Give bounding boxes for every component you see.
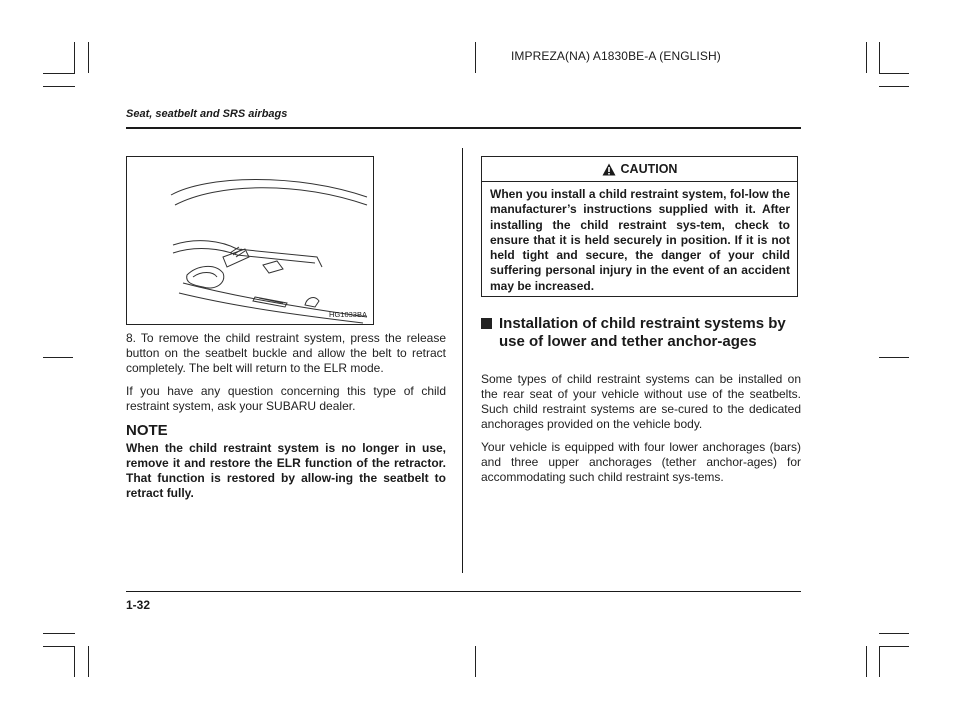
crop-mark [866,42,867,73]
crop-mark [879,73,909,74]
note-body: When the child restraint system is no longer in use, remove it and restore the ELR function of the retractor. That function is restored by allow-ing the seatbelt to retract fully. [126,441,446,500]
crop-mark [879,646,909,647]
page-number: 1-32 [126,598,151,612]
crop-mark [475,646,476,677]
crop-mark [879,86,909,87]
right-column [481,372,801,493]
crop-mark [879,646,880,677]
crop-mark [879,357,909,358]
header-rule [126,127,801,129]
crop-mark [74,646,75,677]
crop-mark [43,646,75,647]
figure-code: HG1033BA [329,310,367,319]
instruction-step-8: 8. To remove the child restraint system, press the release button on the seatbelt buckle and allow the belt to retract completely. The belt will return to the ELR mode. [126,331,446,375]
caution-header [482,157,797,182]
section-heading [481,315,801,351]
illustration-figure [126,156,374,325]
crop-mark [74,42,75,73]
column-divider [462,148,463,573]
heading-text: Installation of child restraint systems by use of lower and tether anchor-ages [499,315,786,350]
warning-triangle-icon [602,163,616,176]
crop-mark [43,633,75,634]
heading-bullet-icon [481,318,492,329]
crop-mark [88,42,89,73]
anchorage-count-paragraph: Your vehicle is equipped with four lower anchorages (bars) and three upper anchorages (tether anchor-ages) for accommodating such child restraint sys-tems. [481,440,801,484]
document-code: IMPREZA(NA) A1830BE-A (ENGLISH) [511,49,721,63]
crop-mark [43,73,75,74]
crop-mark [866,646,867,677]
crop-mark [879,42,880,73]
anchorage-intro-paragraph: Some types of child restraint systems can be installed on the rear seat of your vehicle without use of the seatbelts. Such child restraint systems are se-cured to the dedicated anchorages provided on the vehicle body. [481,372,801,431]
left-column [126,331,446,501]
section-title: Seat, seatbelt and SRS airbags [126,108,288,120]
crop-mark [475,42,476,73]
crop-mark [43,86,75,87]
crop-mark [88,646,89,677]
seatbelt-retractor-illustration [127,157,373,324]
caution-body: When you install a child restraint system, fol-low the manufacturer’s instructions supplied with it. After installing the child restraint sys-tem, check to ensure that it is held securely in position. If it is not held tight and secure, the danger of your child suffering personal injury in the event of an accident may be increased. [490,187,790,293]
caution-box [481,156,798,297]
note-title: NOTE [126,422,168,439]
crop-mark [43,357,73,358]
caution-title: CAUTION [620,162,678,176]
footer-rule [126,591,801,592]
crop-mark [879,633,909,634]
dealer-advice-paragraph: If you have any question concerning this type of child restraint system, ask your SUBARU dealer. [126,384,446,413]
